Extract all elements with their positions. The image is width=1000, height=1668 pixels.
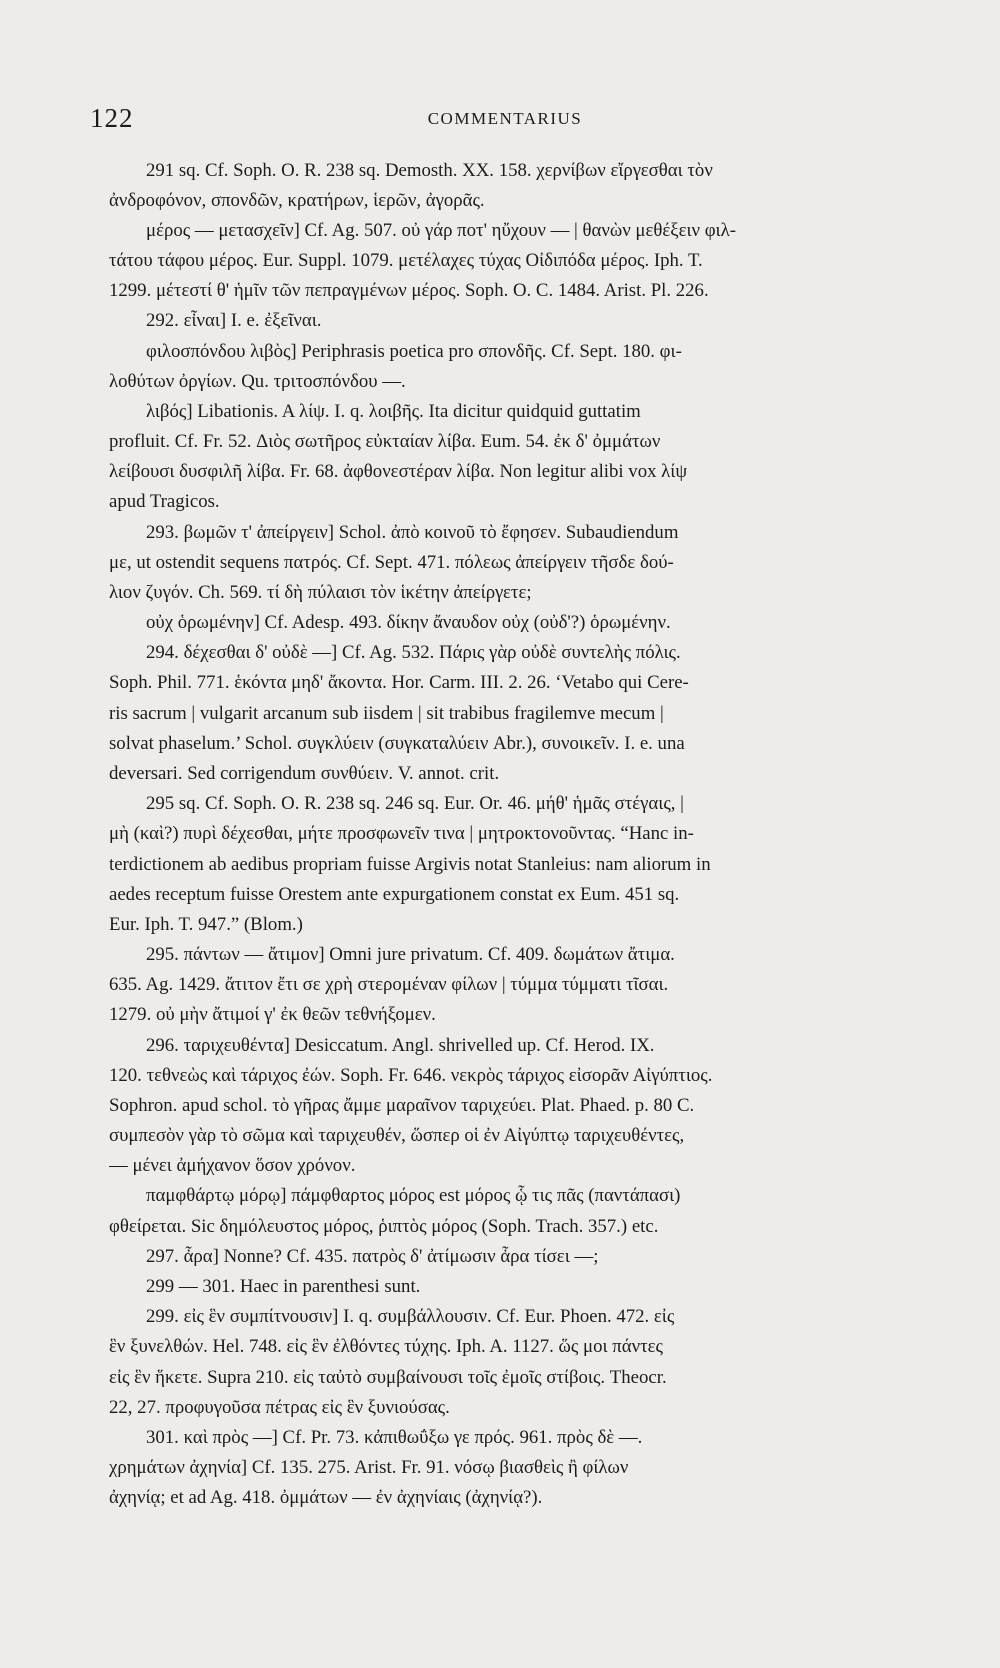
text-line: 301. καὶ πρὸς —] Cf. Pr. 73. κἀπιθωΰξω γε πρός. 961. πρὸς δὲ —. <box>146 1427 643 1448</box>
text-line: apud Tragicos. <box>109 491 220 512</box>
text-line: μέρος — μετασχεῖν] Cf. Ag. 507. οὐ γάρ ποτ' ηὔχουν — | θανὼν μεθέξειν φιλ- <box>146 220 736 241</box>
text-line: 299. εἰς ἓν συμπίτνουσιν] I. q. συμβάλλουσιν. Cf. Eur. Phoen. 472. εἰς <box>146 1306 675 1327</box>
text-line: terdictionem ab aedibus propriam fuisse Argivis notat Stanleius: nam aliorum in <box>109 854 711 875</box>
text-line: Sophron. apud schol. τὸ γῆρας ἄμμε μαραῖνον ταριχεύει. Plat. Phaed. p. 80 C. <box>109 1095 695 1116</box>
text-line: Eur. Iph. T. 947.” (Blom.) <box>109 914 303 935</box>
text-line: profluit. Cf. Fr. 52. Διὸς σωτῆρος εὐκταίαν λίβα. Eum. 54. ἐκ δ' ὀμμάτων <box>109 431 661 452</box>
text-line: οὐχ ὁρωμένην] Cf. Adesp. 493. δίκην ἄναυδον οὐχ (οὐδ'?) ὁρωμένην. <box>146 612 671 633</box>
text-line: 1299. μέτεστί θ' ἡμῖν τῶν πεπραγμένων μέρος. Soph. O. C. 1484. Arist. Pl. 226. <box>109 280 709 301</box>
text-line: 293. βωμῶν τ' ἀπείργειν] Schol. ἀπὸ κοινοῦ τὸ ἔφησεν. Subaudiendum <box>146 522 679 543</box>
page-number: 122 <box>90 103 134 133</box>
text-line: ris sacrum | vulgarit arcanum sub iisdem | sit trabibus fragilemve mecum | <box>109 703 664 724</box>
text-line: 1279. οὐ μὴν ἄτιμοί γ' ἐκ θεῶν τεθνήξομεν. <box>109 1004 436 1025</box>
text-line: μὴ (καὶ?) πυρὶ δέχεσθαι, μήτε προσφωνεῖν τινα | μητροκτονοῦντας. “Hanc in- <box>109 823 694 844</box>
text-line: λιβός] Libationis. A λίψ. I. q. λοιβῆς. Ita dicitur quidquid guttatim <box>146 401 641 422</box>
text-line: Soph. Phil. 771. ἑκόντα μηδ' ἄκοντα. Hor. Carm. III. 2. 26. ‘Vetabo qui Cere- <box>109 672 689 693</box>
text-line: με, ut ostendit sequens πατρός. Cf. Sept. 471. πόλεως ἀπείργειν τῆσδε δού- <box>109 552 674 573</box>
text-line: εἰς ἓν ἥκετε. Supra 210. εἰς ταὐτὸ συμβαίνουσι τοῖς ἐμοῖς στίβοις. Theocr. <box>109 1367 667 1388</box>
text-line: 295 sq. Cf. Soph. O. R. 238 sq. 246 sq. Eur. Or. 46. μήθ' ἡμᾶς στέγαις, | <box>146 793 684 814</box>
text-line: 635. Ag. 1429. ἄτιτον ἔτι σε χρὴ στερομέναν φίλων | τύμμα τύμματι τῖσαι. <box>109 974 669 995</box>
text-line: λοθύτων ὀργίων. Qu. τριτοσπόνδου —. <box>109 371 406 392</box>
text-line: 299 — 301. Haec in parenthesi sunt. <box>146 1276 421 1297</box>
text-line: 297. ἆρα] Nonne? Cf. 435. πατρὸς δ' ἀτίμωσιν ἆρα τίσει —; <box>146 1246 599 1267</box>
text-line: 292. εἶναι] I. e. ἐξεῖναι. <box>146 310 322 331</box>
text-line: 291 sq. Cf. Soph. O. R. 238 sq. Demosth. XX. 158. χερνίβων εἴργεσθαι τὸν <box>146 160 713 181</box>
text-line: χρημάτων ἀχηνία] Cf. 135. 275. Arist. Fr. 91. νόσῳ βιασθεὶς ἢ φίλων <box>109 1457 629 1478</box>
text-line: solvat phaselum.’ Schol. συγκλύειν (συγκαταλύειν Abr.), συνοικεῖν. I. e. una <box>109 733 685 754</box>
text-line: λείβουσι δυσφιλῆ λίβα. Fr. 68. ἀφθονεστέραν λίβα. Non legitur alibi vox λίψ <box>109 461 688 482</box>
text-line: συμπεσὸν γὰρ τὸ σῶμα καὶ ταριχευθέν, ὥσπερ οἱ ἐν Αἰγύπτῳ ταριχευθέντες, <box>109 1125 685 1146</box>
text-line: 296. ταριχευθέντα] Desiccatum. Angl. shrivelled up. Cf. Herod. IX. <box>146 1035 655 1056</box>
text-line: τάτου τάφου μέρος. Eur. Suppl. 1079. μετέλαχες τύχας Οἰδιπόδα μέρος. Iph. T. <box>109 250 703 271</box>
text-line: 295. πάντων — ἄτιμον] Omni jure privatum. Cf. 409. δωμάτων ἄτιμα. <box>146 944 675 965</box>
text-line: 294. δέχεσθαι δ' οὐδὲ —] Cf. Ag. 532. Πάρις γὰρ οὐδὲ συντελὴς πόλις. <box>146 642 681 663</box>
running-title: COMMENTARIUS <box>427 109 583 128</box>
text-line: λιον ζυγόν. Ch. 569. τί δὴ πύλαισι τὸν ἱκέτην ἀπείργετε; <box>109 582 532 603</box>
text-line: ἓν ξυνελθών. Hel. 748. εἰς ἓν ἐλθόντες τύχης. Iph. A. 1127. ὥς μοι πάντες <box>109 1336 663 1357</box>
text-line: deversari. Sed corrigendum συνθύειν. V. annot. crit. <box>109 763 500 784</box>
text-line: φθείρεται. Sic δημόλευστος μόρος, ῥιπτὸς μόρος (Soph. Trach. 357.) etc. <box>109 1216 659 1237</box>
text-line: ἀχηνίᾳ; et ad Ag. 418. ὀμμάτων — ἐν ἀχηνίαις (ἀχηνίᾳ?). <box>109 1487 543 1508</box>
text-line: 22, 27. προφυγοῦσα πέτρας εἰς ἓν ξυνιούσας. <box>109 1397 450 1418</box>
text-line: ἀνδροφόνον, σπονδῶν, κρατήρων, ἱερῶν, ἀγορᾶς. <box>109 190 485 211</box>
text-line: 120. τεθνεὼς καὶ τάριχος ἐών. Soph. Fr. 646. νεκρὸς τάριχος εἰσορᾶν Αἰγύπτιος. <box>109 1065 713 1086</box>
text-line: aedes receptum fuisse Orestem ante expurgationem constat ex Eum. 451 sq. <box>109 884 680 905</box>
text-line: — μένει ἀμήχανον ὅσον χρόνον. <box>109 1155 356 1176</box>
text-line: φιλοσπόνδου λιβὸς] Periphrasis poetica pro σπονδῆς. Cf. Sept. 180. φι- <box>146 341 682 362</box>
text-line: παμφθάρτῳ μόρῳ] πάμφθαρτος μόρος est μόρος ᾧ τις πᾶς (παντάπασι) <box>146 1185 681 1206</box>
